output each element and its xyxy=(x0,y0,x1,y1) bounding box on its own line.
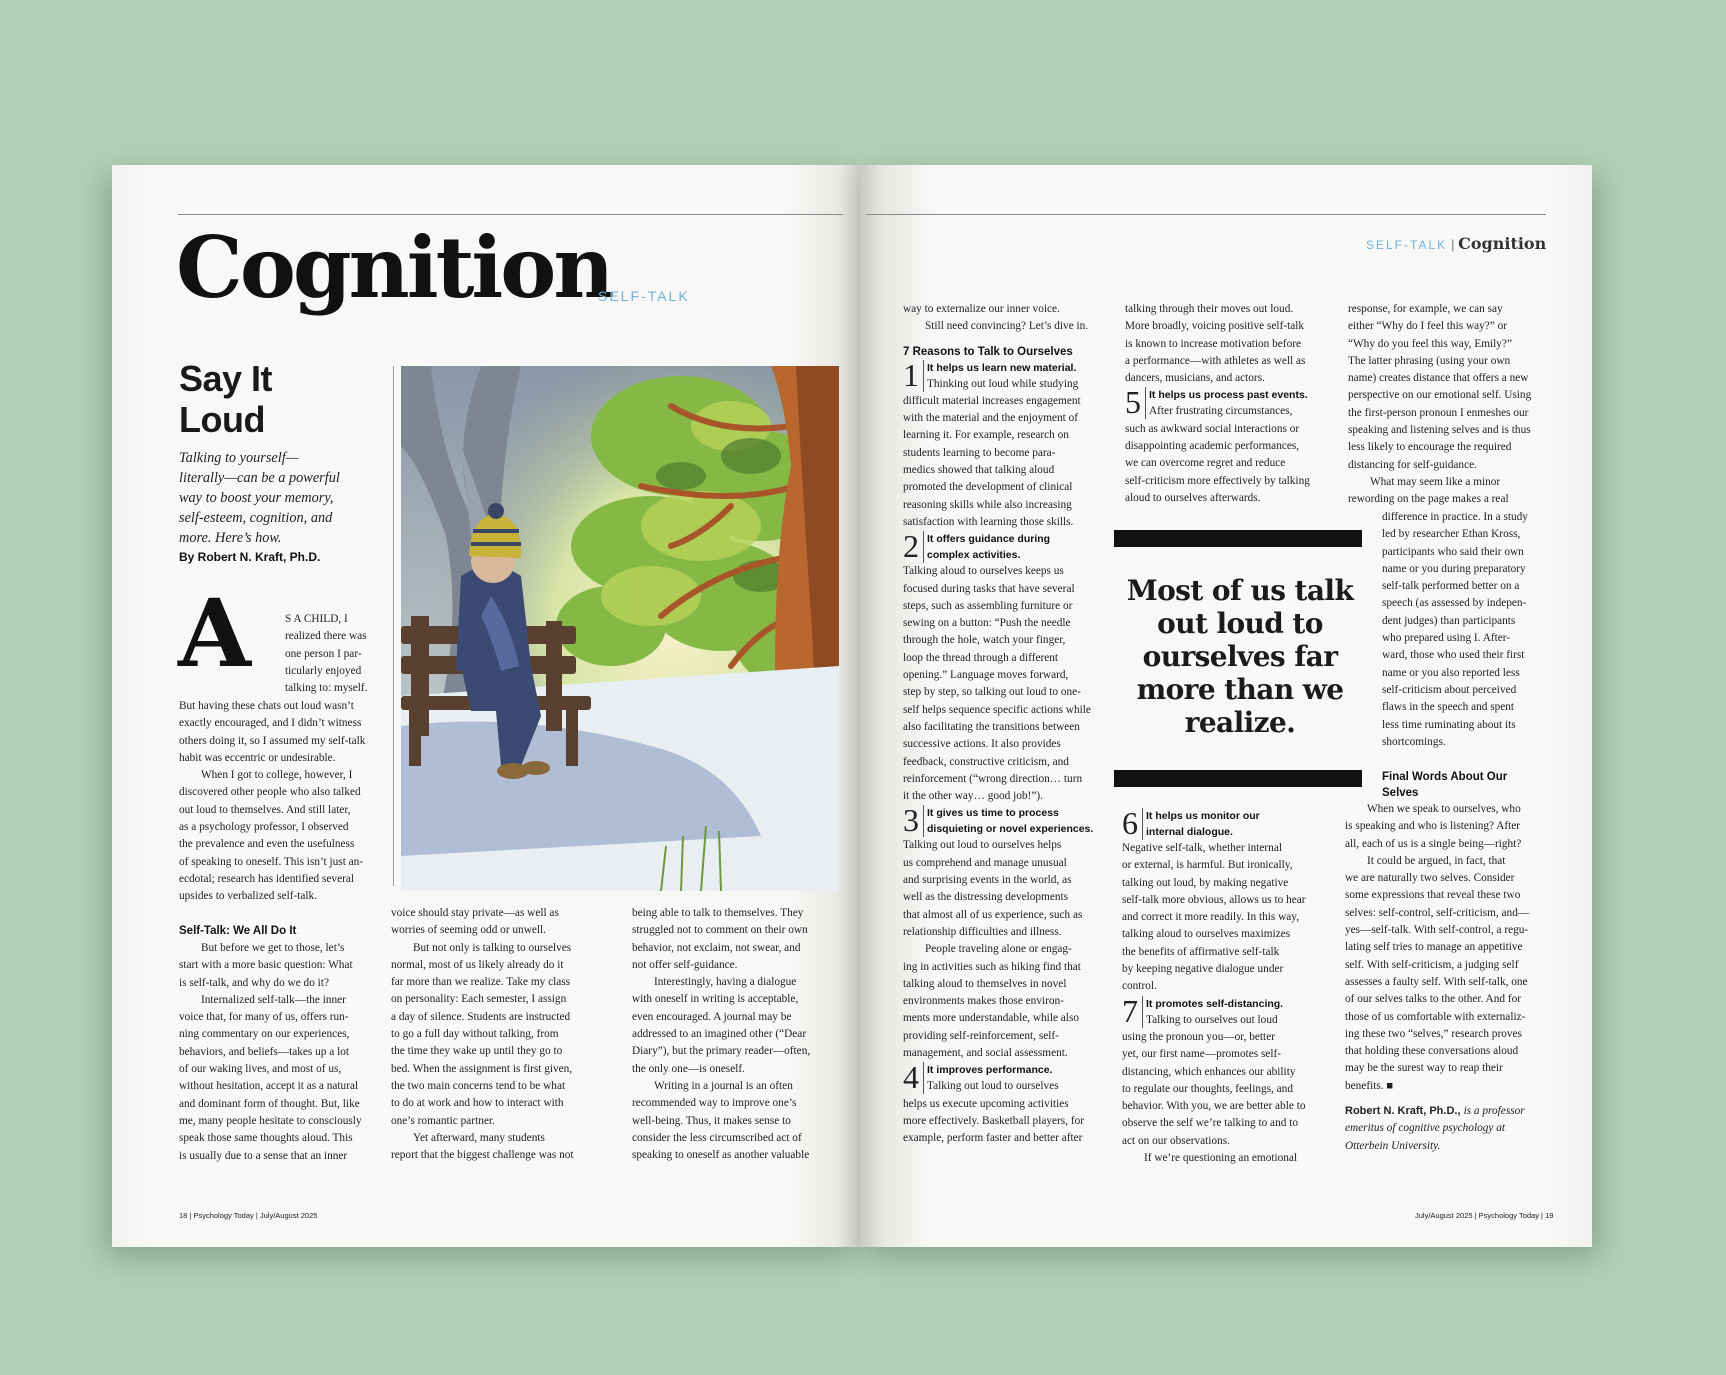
section-title: Cognition xyxy=(176,218,612,317)
bio-name: Robert N. Kraft, Ph.D., xyxy=(1345,1105,1464,1118)
rc1-intro-paragraph: way to externalize our inner voice. xyxy=(903,303,1060,315)
reason-number: 7 xyxy=(1122,996,1143,1028)
col1b-paragraph: Internalized self-talk—the inner voice that, for many of us, offers run- ning commentary on our experiences, behaviors, and beliefs—takes up a lot of our waking lives, and most of us, without hesitation, accept it as a natural and dominant form of thought. But, like me, many people hesitate to consciously speak those same thoughts aloud. This is usually due to a sense that an inner xyxy=(179,993,362,1162)
byline: By Robert N. Kraft, Ph.D. xyxy=(179,550,321,564)
dek-line: self-esteem, cognition, and xyxy=(179,510,333,526)
col3-paragraph: being able to talk to themselves. They struggled not to comment on their own behavior, not exclaim, not swear, and not offer self-guidance. xyxy=(632,907,808,971)
subhead-self-talk: Self-Talk: We All Do It xyxy=(179,925,297,937)
pull-quote-line: out loud to xyxy=(1157,607,1323,640)
reason-title: It offers guidance during xyxy=(927,533,1051,546)
reason-body: Talking out loud to ourselves helps us comprehend and manage unusual and surprising events in the world, as well as the distressing developments that almost all of us experience, such as relationship difficulties and illness. xyxy=(903,839,1083,938)
reason-number: 6 xyxy=(1122,808,1143,840)
reason-body-2: If we’re questioning an emotional xyxy=(1144,1152,1298,1165)
left-folio: 18 | Psychology Today | July/August 2025 xyxy=(179,1211,318,1220)
reason-6 xyxy=(1122,805,1322,996)
right-folio: July/August 2025 | Psychology Today | 19 xyxy=(1415,1211,1554,1220)
reason-title: It helps us process past events. xyxy=(1149,389,1308,402)
reason-body: Thinking out loud while studying difficult material increases engagement with the material and the enjoyment of learning it. For example, research on students learning to become para- medics showed that talking aloud promoted the development of clinical reasoning skills while also increasing satisfaction with learning those skills. xyxy=(903,377,1081,528)
pull-quote-line: Most of us talk xyxy=(1126,574,1354,607)
rc3-narrow-line: name or you also reported less xyxy=(1382,666,1520,679)
reason-5 xyxy=(1125,384,1325,507)
left-col1-body xyxy=(179,698,394,906)
reason-5-lead: talking through their moves out loud. More broadly, voicing positive self-talk is known to increase motivation before a performance—with athletes as well as dancers, musicians, and actors. xyxy=(1125,303,1306,385)
author-bio xyxy=(1345,1103,1550,1155)
headline xyxy=(179,358,379,440)
reason-7 xyxy=(1122,992,1322,1168)
pull-quote-bar-bottom xyxy=(1114,770,1362,787)
watercolor-illustration xyxy=(401,366,839,891)
col1a-paragraph: When I got to college, however, I discovered other people who also talked out loud to themselves. And still later, as a psychology professor, I observed the prevalence and even the usefulness of speaking to oneself. This isn’t just an- ecdotal; research has identified several upsides to verbalized self-talk. xyxy=(179,769,364,903)
right-col3 xyxy=(1348,301,1548,509)
col1a-paragraph: But having these chats out loud wasn’t exactly encouraged, and I didn’t witness others doing it, so I assumed my self-talk habit was eccentric or undesirable. xyxy=(179,700,366,764)
col1b-paragraph: But before we get to those, let’s start with a more basic question: What is self-talk, and why do we do it? xyxy=(179,942,353,989)
dek-line: Talking to yourself— xyxy=(179,450,299,466)
pull-quote-bar-top xyxy=(1114,530,1362,547)
rc3-narrow-line: less time ruminating about its xyxy=(1382,718,1516,731)
reason-4 xyxy=(903,1059,1103,1147)
col3-paragraph: Writing in a journal is an often recommended way to improve one’s well-being. Thus, it makes sense to consider the less circumscribed act of speaking to oneself as another valuable xyxy=(632,1079,810,1162)
reason-title: internal dialogue. xyxy=(1146,826,1233,838)
dek-line: way to boost your memory, xyxy=(179,490,334,506)
rc3-narrow-line: led by researcher Ethan Kross, xyxy=(1382,528,1521,541)
reason-number: 4 xyxy=(903,1062,924,1094)
right-col1 xyxy=(903,301,1103,1147)
col2-paragraph: Yet afterward, many students report that the biggest challenge was not xyxy=(391,1131,574,1162)
reason-body: Talking out loud to ourselves helps us execute upcoming activities more effectively. Basketball players, for example, perform faster and better after xyxy=(903,1080,1084,1145)
dek-line: more. Here’s how. xyxy=(179,530,282,546)
rc3-narrow-line: speech (as assessed by indepen- xyxy=(1382,597,1527,610)
left-col2-body xyxy=(391,905,606,1164)
reason-2 xyxy=(903,528,1103,805)
intro-line: one person I par- xyxy=(285,647,362,660)
rc3-narrow-line: self-talk performed better on a xyxy=(1382,580,1520,593)
dropcap: A xyxy=(178,579,251,689)
reason-3 xyxy=(903,802,1103,1062)
reason-number: 5 xyxy=(1125,387,1146,419)
reason-title: disquieting or novel experiences. xyxy=(927,823,1094,836)
reason-title: It helps us monitor our xyxy=(1146,810,1260,822)
rc3-narrow-line: self-criticism about perceived xyxy=(1382,683,1517,696)
pull-quote-line: ourselves far xyxy=(1142,640,1338,673)
top-rule-left xyxy=(178,214,843,215)
running-header: SELF-TALK | Cognition xyxy=(1366,234,1547,253)
kicker-self-talk: SELF-TALK xyxy=(598,288,690,304)
right-col3-narrow xyxy=(1382,509,1552,751)
col2-paragraph: voice should stay private—as well as worries of seeming odd or unwell. xyxy=(391,907,559,937)
intro-line: talking to: myself. xyxy=(285,682,368,695)
reason-number: 2 xyxy=(903,531,924,563)
intro-line: S A CHILD, I xyxy=(285,613,348,625)
top-rule-right xyxy=(866,214,1546,215)
reason-title: It improves performance. xyxy=(927,1064,1053,1077)
right-col2-lower xyxy=(1122,805,1322,1167)
right-col3-final xyxy=(1345,769,1550,1155)
rc3-narrow-line: flaws in the speech and spent xyxy=(1382,701,1515,714)
reason-1 xyxy=(903,356,1103,532)
headline-line-2: Loud xyxy=(179,399,265,440)
col2-paragraph: But not only is talking to ourselves normal, most of us likely already do it far more than we realize. Take my class on personality: Each semester, I assign a day of silence. Students are instructed to go a full day without talking, from the time they wake up until they go to bed. When the assignment is first given, the two main concerns tend to be what to do at work and how to interact with one’s romantic partner. xyxy=(391,941,573,1127)
reason-number: 3 xyxy=(903,805,924,837)
left-col3-body xyxy=(632,905,847,1164)
intro-line: ticularly enjoyed xyxy=(285,664,362,677)
rc3-narrow-line: difference in practice. In a study xyxy=(1382,511,1528,523)
reason-body: Negative self-talk, whether internal or external, is harmful. But ironically, talking out loud, by making negative self-talk more obvious, allows us to hear and correct it more readily. In this way, talking aloud to ourselves maximizes the benefits of affirmative self-talk by keeping negative dialogue under control. xyxy=(1122,842,1306,993)
reason-title: It helps us learn new material. xyxy=(927,361,1077,374)
intro-lines xyxy=(285,611,395,697)
reason-title: It gives us time to process xyxy=(927,807,1059,820)
rc3-narrow-line: name or you during preparatory xyxy=(1382,562,1526,575)
final-heading: Final Words About Our Selves xyxy=(1382,771,1508,799)
pull-quote-line: more than we xyxy=(1136,673,1344,706)
reason-title: complex activities. xyxy=(927,549,1021,562)
rc1-intro-paragraph: Still need convincing? Let’s dive in. xyxy=(925,320,1089,333)
final-paragraph: It could be argued, in fact, that we are naturally two selves. Consider some expressions that reveal these two selves: self-control, self-criticism, and— yes—self-talk. With self-control, a regu- lating self tries to manage an appetitive self. With self-criticism, a judging self assesses a faulty self. With self-talk, one of our selves talks to the other. And for those of us comfortable with externaliz- ing these two “selves,” research proves that holding these conversations aloud may be the surest way to reap their benefits. ■ xyxy=(1345,854,1530,1092)
dek-line: literally—can be a powerful xyxy=(179,470,340,486)
header-kicker: SELF-TALK xyxy=(1366,238,1448,252)
man-on-bench-illustration xyxy=(401,366,839,891)
header-section: Cognition xyxy=(1458,234,1547,253)
rc3-narrow-line: dent judges) than participants xyxy=(1382,614,1516,627)
rc3-narrow-line: who prepared using I. After- xyxy=(1382,632,1511,645)
reason-body: Talking to ourselves out loud using the pronoun you—or, better yet, our first name—promotes self- distancing, which enhances our ability to regulate our thoughts, feelings, and behavior. With you, we are better able to observe the self we’re talking to and to act on our observations. xyxy=(1122,1013,1306,1147)
headline-line-1: Say It xyxy=(179,358,273,399)
rc3-paragraph: What may seem like a minor rewording on the page makes a real xyxy=(1348,475,1509,506)
reason-body: Talking aloud to ourselves keeps us focused during tasks that have several steps, such as assembling furniture or sewing on a button: “Push the needle through the hole, watch your finger, loop the thread through a different opening.” Language moves forward, step by step, so talking out loud to one- self helps sequence specific actions while also facilitating the transitions between successive actions. It also provides feedback, constructive criticism, and reinforcement (“wrong direction… turn it the other way… good job!”). xyxy=(903,565,1091,803)
pull-quote xyxy=(1115,574,1365,739)
intro-line: realized there was xyxy=(285,630,367,643)
left-col1-body2 xyxy=(179,940,394,1165)
pull-quote-line: realize. xyxy=(1184,706,1296,739)
rc3-paragraph: response, for example, we can say either “Why do I feel this way?” or “Why do you feel this way, Emily?” The latter phrasing (using your own name) creates distance that offers a new perspective on our emotional self. Using the first-person pronoun I enmeshes our speaking and listening selves and is thus less likely to encourage the required distancing for self-guidance. xyxy=(1348,303,1532,471)
reason-title: It promotes self-distancing. xyxy=(1146,997,1284,1010)
reason-body: After frustrating circumstances, such as awkward social interactions or disappointing academic performances, we can overcome regret and reduce self-criticism more effectively by talking aloud to ourselves afterwards. xyxy=(1125,405,1310,504)
col3-paragraph: Interestingly, having a dialogue with oneself in writing is acceptable, even encouraged. A journal may be addressed to an imagined other (“Dear Diary”), but the primary reader—often, the only one—is oneself. xyxy=(632,976,811,1075)
rc3-narrow-line: ward, those who used their first xyxy=(1382,649,1525,662)
bio-text: is a professor emeritus of cognitive psychology at Otterbein University. xyxy=(1345,1105,1525,1152)
rc3-narrow-line: shortcomings. xyxy=(1382,735,1446,748)
right-col2 xyxy=(1125,301,1325,507)
dek xyxy=(179,448,389,548)
reason-number: 1 xyxy=(903,360,924,392)
rc3-narrow-line: participants who said their own xyxy=(1382,545,1524,558)
reason-body-2: People traveling alone or engag- ing in activities such as hiking find that talking aloud to themselves in novel environments makes those environ- ments more understandable, while also providing self-reinforcement, self- management, and social assessment. xyxy=(903,943,1081,1059)
reasons-heading: 7 Reasons to Talk to Ourselves xyxy=(903,345,1073,358)
final-paragraph: When we speak to ourselves, who is speaking and who is listening? After all, each of us is a single being—right? xyxy=(1345,803,1522,850)
